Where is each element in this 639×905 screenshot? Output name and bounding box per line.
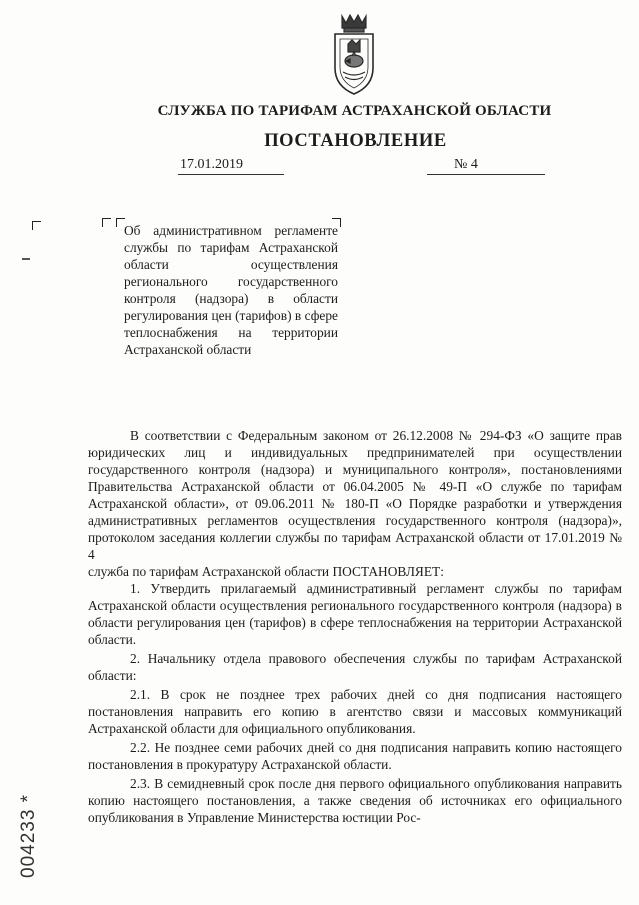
coat-of-arms-icon [326,12,382,98]
serial-stamp: 004233 * [18,793,39,878]
body-item-2-2: 2.2. Не позднее семи рабочих дней со дня подписания направить копию настоящего постановления в прокуратуру Астраханской области. [88,740,622,772]
corner-mark-left-inner-1 [102,218,111,227]
corner-mark-left-outer [32,221,41,230]
decision-line: служба по тарифам Астраханской области ПОСТАНОВЛЯЕТ: [88,564,444,579]
document-subject [124,222,338,358]
preamble-paragraph: В соответствии с Федеральным законом от 26.12.2008 № 294-ФЗ «О защите прав юридических лиц и индивидуальных предпринимателей при осуществлении государственного контроля (надзора) и муниципального контроля», постановлениями Правительства Астраханской области от 06.04.2005 № 49-П «О службе по тарифам Астраханской области», от 09.06.2011 № 180-П «О Порядке разработки и утверждения административных регламентов осуществления государственного контроля (надзора)», протоколом заседания коллегии службы по тарифам Астраханской области от 17.01.2019 № 4 [88,428,622,562]
document-number-value: № 4 [454,157,478,172]
document-date [178,157,284,175]
organization-title: СЛУЖБА ПО ТАРИФАМ АСТРАХАНСКОЙ ОБЛАСТИ [157,103,552,119]
subject-text: Об административном регламенте службы по тарифам Астраханской области осуществления регионального государственного контроля (надзора) в области регулирования цен (тарифов) в сфере теплоснабжения на территории Астраханской области [124,223,338,357]
document-number [427,157,545,175]
document-date-value: 17.01.2019 [180,157,243,172]
body-item-2: 2. Начальнику отдела правового обеспечения службы по тарифам Астраханской области: [88,651,622,683]
body-item-1: 1. Утвердить прилагаемый административный регламент службы по тарифам Астраханской области осуществления регионального государственного контроля (надзора) в области регулирования цен (тарифов) в сфере теплоснабжения на территории Астраханской области. [88,581,622,647]
body-item-2-1: 2.1. В срок не позднее трех рабочих дней со дня подписания настоящего постановления направить его копию в агентство связи и массовых коммуникаций Астраханской области для официального опубликования. [88,687,622,736]
document-body [88,427,622,826]
body-item-2-3: 2.3. В семидневный срок после дня первого официального опубликования направить копию настоящего постановления, а также сведения об источниках его официального опубликования в Управление Министерства юстиции Рос- [88,776,622,825]
scan-mark [22,258,30,260]
document-type-title: ПОСТАНОВЛЕНИЕ [264,131,447,151]
